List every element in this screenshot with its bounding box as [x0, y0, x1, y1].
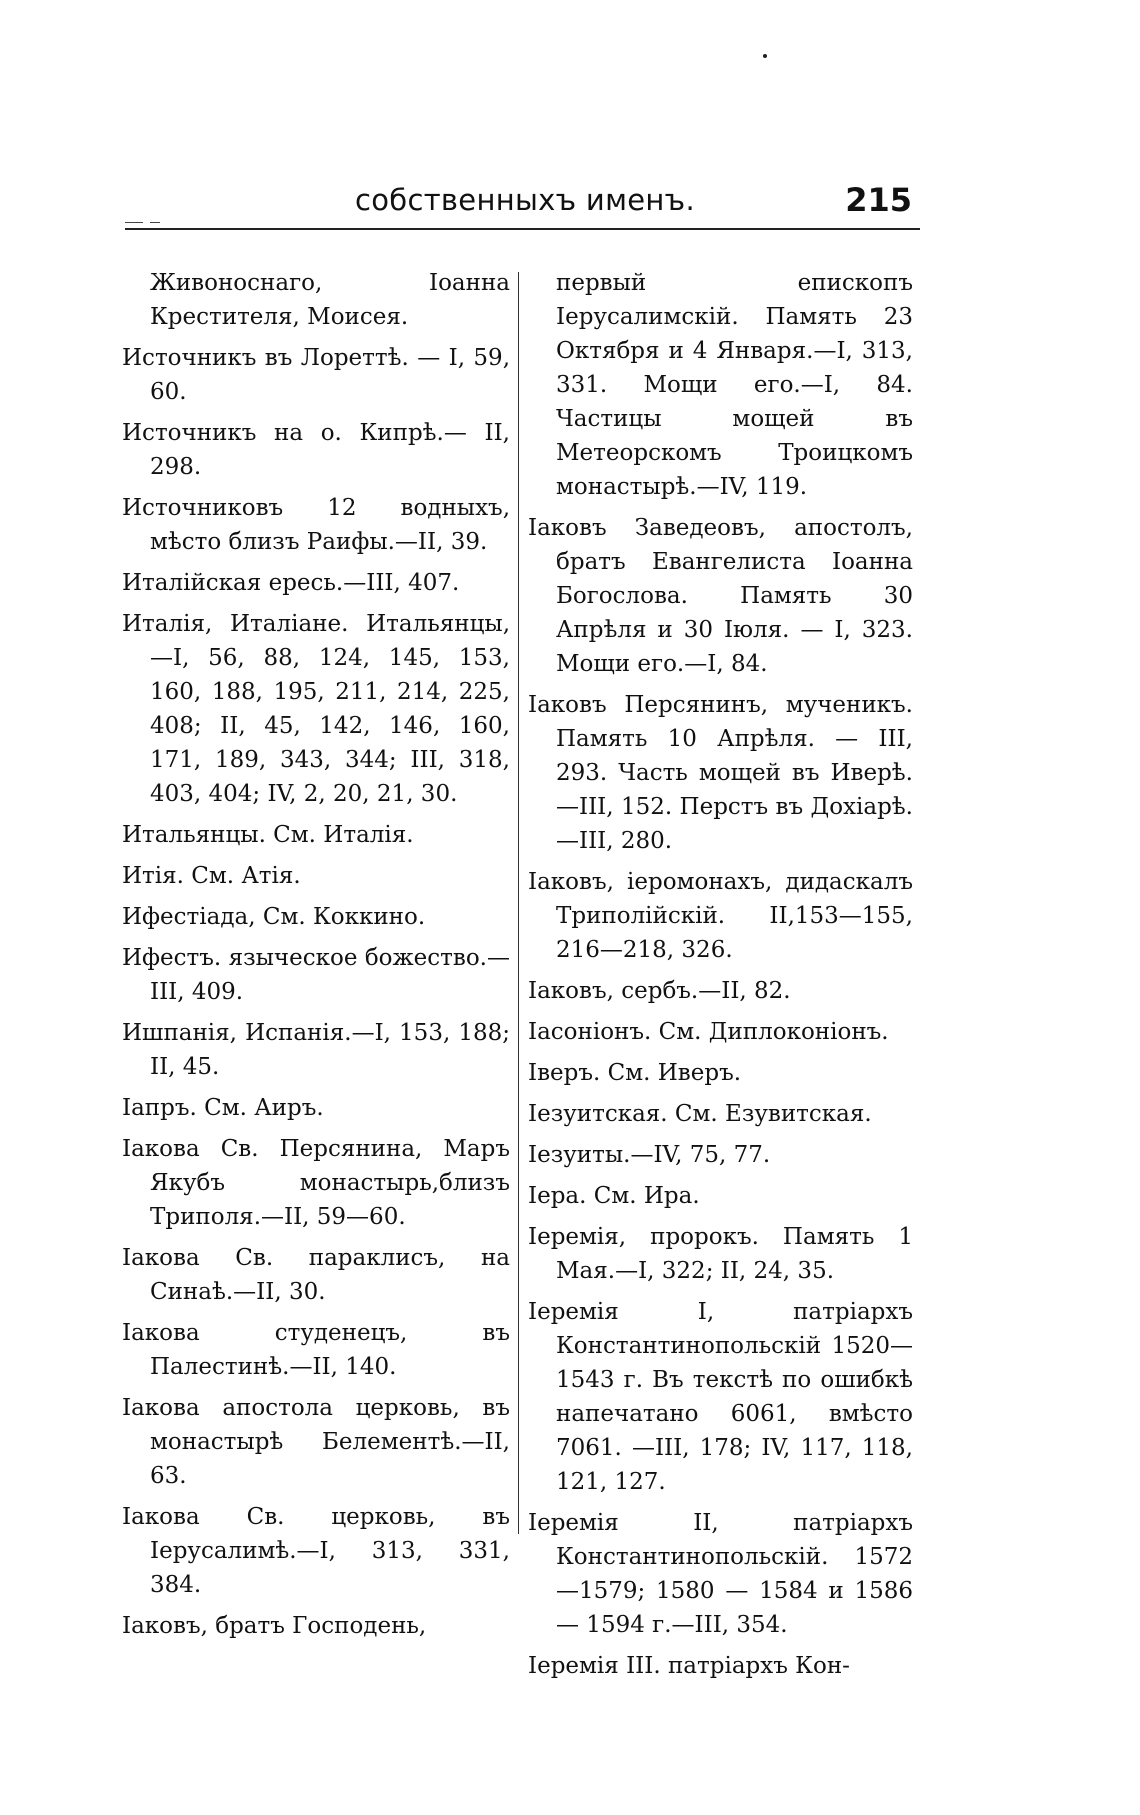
index-entry: Іверъ. См. Иверъ.	[528, 1060, 742, 1086]
index-entry: Іакова Св. Персянина, Маръ Якубъ монастырь,близъ Триполя.—ІІ, 59—60.	[122, 1136, 510, 1230]
header-dash	[150, 222, 160, 223]
index-entry-continuation: Живоноснаго, Іоанна Крестителя, Моисея.	[150, 270, 510, 330]
page-header	[125, 183, 920, 223]
column-divider	[518, 272, 519, 1534]
index-entry: Іаковъ, іеромонахъ, дидаскалъ Триполійскій. ІІ,153—155, 216—218, 326.	[528, 869, 913, 963]
index-entry: Итія. См. Атія.	[122, 863, 301, 889]
index-entry: Ишпанія, Испанія.—І, 153, 188; ІІ, 45.	[122, 1020, 510, 1080]
index-entry: Источниковъ 12 водныхъ, мѣсто близъ Раифы.—ІІ, 39.	[122, 495, 510, 555]
index-entry-continuation: первый епископъ Іерусалимскій. Память 23 Октября и 4 Января.—І, 313, 331. Мощи его.—І, 84. Частицы мощей въ Метеорскомъ Троицкомъ монастырѣ.—IV, 119.	[556, 270, 913, 500]
index-entry: Источникъ въ Лореттѣ. — І, 59, 60.	[122, 345, 510, 405]
index-entry: Іеремія, пророкъ. Память 1 Мая.—І, 322; ІІ, 24, 35.	[528, 1224, 913, 1284]
index-entry: Іезуиты.—IV, 75, 77.	[528, 1142, 771, 1168]
index-entry: Іаковъ Персянинъ, мученикъ. Память 10 Апрѣля. — ІІІ, 293. Часть мощей въ Иверѣ.—ІІІ, 152. Перстъ въ Дохіарѣ.—ІІІ, 280.	[528, 692, 913, 854]
index-entry: Іезуитская. См. Езувитская.	[528, 1101, 872, 1127]
index-entry: Ифестіада, См. Коккино.	[122, 904, 426, 930]
ink-speck	[763, 54, 767, 58]
index-entry: Источникъ на о. Кипрѣ.— ІІ, 298.	[122, 420, 510, 480]
index-entry: Іасоніонъ. См. Диплоконіонъ.	[528, 1019, 889, 1045]
running-title: собственныхъ именъ.	[355, 183, 695, 217]
index-entry: Іера. См. Ира.	[528, 1183, 700, 1209]
index-entry: Іапръ. См. Аиръ.	[122, 1095, 324, 1121]
index-entry: Италійская ересь.—ІІІ, 407.	[122, 570, 460, 596]
header-dash	[125, 222, 143, 223]
index-entry: Іакова Св. параклисъ, на Синаѣ.—ІІ, 30.	[122, 1245, 510, 1305]
index-entry: Италія, Италіане. Итальянцы,—І, 56, 88, 124, 145, 153, 160, 188, 195, 211, 214, 225, 408; ІІ, 45, 142, 146, 160, 171, 189, 343, 344; ІІІ, 318, 403, 404; IV, 2, 20, 21, 30.	[122, 611, 510, 807]
index-entry: Іакова студенецъ, въ Палестинѣ.—ІІ, 140.	[122, 1320, 510, 1380]
index-entry: Іакова апостола церковь, въ монастырѣ Белементѣ.—ІІ, 63.	[122, 1395, 510, 1489]
page-number: 215	[845, 181, 912, 219]
index-entry: Ифестъ. языческое божество.— ІІІ, 409.	[122, 945, 510, 1005]
index-entry: Итальянцы. См. Италія.	[122, 822, 414, 848]
header-rule	[125, 228, 920, 230]
index-entry: Іеремія ІІІ. патріархъ Кон-	[528, 1653, 850, 1679]
index-entry: Іеремія ІІ, патріархъ Константинопольскій. 1572—1579; 1580 — 1584 и 1586— 1594 г.—ІІІ, 354.	[528, 1510, 913, 1638]
index-entry: Іакова Св. церковь, въ Іерусалимѣ.—І, 313, 331, 384.	[122, 1504, 510, 1598]
right-column	[528, 266, 913, 1690]
index-entry: Іаковъ, братъ Господень,	[122, 1613, 427, 1639]
index-entry: Іаковъ Заведеовъ, апостолъ, братъ Евангелиста Іоанна Богослова. Память 30 Апрѣля и 30 Іюля. — І, 323. Мощи его.—І, 84.	[528, 515, 913, 677]
index-entry: Іаковъ, сербъ.—ІІ, 82.	[528, 978, 791, 1004]
index-entry: Іеремія І, патріархъ Константинопольскій 1520—1543 г. Въ текстѣ по ошибкѣ напечатано 6061, вмѣсто 7061. —ІІІ, 178; IV, 117, 118, 121, 127.	[528, 1299, 913, 1495]
left-column	[122, 266, 510, 1650]
